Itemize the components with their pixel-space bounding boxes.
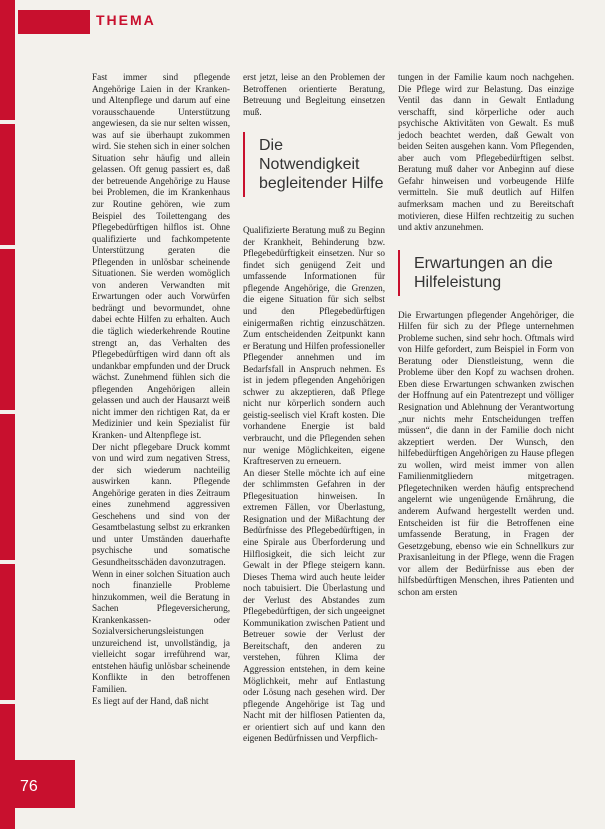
- strip-notch: [0, 560, 15, 564]
- strip-notch: [0, 120, 15, 124]
- strip-notch: [0, 410, 15, 414]
- paragraph: Wenn in einer solchen Situation auch noch finanzielle Probleme hinzukommen, weil die Beratung in Sachen Pflegeversicherung, Krankenkassen- oder Sozialversicherungsleistungen unzureichend ist, unvollständig, ja vielleicht sogar irreführend war, entstehen häufig unlösbar scheinende Konflikte in den betroffenen Familien.: [92, 568, 230, 694]
- section-color-mark: [18, 10, 90, 34]
- text-column-3: [398, 72, 574, 598]
- paragraph: Der nicht pflegebare Druck kommt von und wird zum negativen Stress, der sich wiederum nachteilig auswirken kann. Pflegende Angehörige geraten in dies Zeitraum eines zunehmend aggressiven Geschehens und sind von der Gesamtbelastung selbst zu erkranken und unter Umständen dauerhafte psychische und somatische Gesundheitsschäden davonzutragen.: [92, 441, 230, 567]
- paragraph: An dieser Stelle möchte ich auf eine der schlimmsten Gefahren in der Pflegesituation hinweisen. In extremen Fällen, vor Überlastung, Resignation und der Mißachtung der Bedürfnisse des Pflegebedürftigen, in eine Spirale aus Überforderung und Hilflosigkeit, die sich leicht zur Gewalt in der Pflege steigern kann. Dieses Thema wird auch heute leider noch tabuisiert. Die Überlastung und der Verlust des Abstandes zum Pflegebedürftigen, der sich ungeeignet Kommunikation zwischen Patient und Betreuer sowie der Verlust der Bereitschaft, den anderen zu verstehen, führen Klima der Aggression entstehen, in dem keine Möglichkeit, mehr auf Entlastung oder Lösung nach gesehen wird. Der pflegende Angehörige ist Tag und Nacht mit der hilflosen Patienten da, er orientiert sich auf und kann den eigenen Bedürfnissen und Verpflich-: [243, 467, 385, 744]
- strip-notch: [0, 700, 15, 704]
- subheading: Die Notwendigkeit begleitender Hilfe: [243, 132, 385, 197]
- text-column-1: [92, 72, 230, 707]
- text-column-2: [243, 72, 385, 745]
- strip-notch: [0, 245, 15, 249]
- subheading: Erwartungen an die Hilfeleistung: [398, 250, 574, 296]
- section-label: THEMA: [96, 12, 156, 28]
- page-number: 76: [20, 778, 38, 795]
- paragraph: tungen in der Familie kaum noch nachgehen. Die Pflege wird zur Belastung. Das einzige Ventil das dann in Gewalt Entladung verschafft, sind körperliche oder auch psychische Aktivitäten von Gewalt. Es muß jedoch beachtet werden, daß Gewalt von beiden Seiten ausgehen kann. Vom Pflegenden, aber auch vom Pflegebedürftigen selbst. Beratung muß daher vor Anbeginn auf diese Gefahr hinweisen und vorbeugende Hilfe vermitteln. Sie muß deutlich auf Hilfen aufmerksam machen und zu Bereitschaft motivieren, diese Hilfen rechtzeitig zu suchen und aktiv anzunehmen.: [398, 72, 574, 233]
- paragraph: Qualifizierte Beratung muß zu Beginn der Krankheit, Behinderung bzw. Pflegebedürftigkeit einsetzen. Nur so findet sich genügend Zeit und umfassende Informationen für pflegende Angehörige, die Grenzen, die eigene Situation für sich selbst und den Pflegebedürftigen einigermaßen richtig einzuschätzen. Zum entscheidenden Zeitpunkt kann er Beratung und Hilfen professioneller Pflegender annehmen und im Bedarfsfall in Anspruch nehmen. Es ist in jedem pflegenden Angehörigen schwer zu akzeptieren, daß Pflege nicht nur körperlich sondern auch geistig-seelisch viel Kraft kosten. Die vorhandene Energie ist bald verbraucht, und die Pflegenden sehen nur wenige Möglichkeiten, eigene Kraftreserven zu erneuern.: [243, 225, 385, 467]
- paragraph: Es liegt auf der Hand, daß nicht: [92, 695, 209, 706]
- paragraph: Fast immer sind pflegende Angehörige Laien in der Kranken- und Altenpflege und darum auf eine vorausschauende Unterstützung angewiesen, da sie nur selten wissen, was auf sie überhaupt zukommen wird. Sie stehen sich in einer solchen Situation sehr häufig und allein gelassen. Oft genug passiert es, daß der betreuende Angehörige zu Hause bei Problemen, die im Krankenhaus zur Routine gehören, wie zum Beispiel des Toilettengang des Pflegebedürftigen hilflos ist. Ohne qualifizierte und fachkompetente Unterstützung geraten die Pflegenden in unlösbar scheinende Situationen. Sie werden womöglich von anderen Verwandten mit Erwartungen oder auch Vorwürfen bedrängt und bevormundet, ohne dabei echte Hilfen zu erhalten. Auch die täglich wiederkehrende Routine strengt an, das Verhalten des Pflegebedürftigen wird dann oft als undankbar empfunden und der Druck wächst. Zunehmend fühlen sich die pflegenden Angehörigen allein gelassen und auch der Hausarzt weiß nicht immer den richtigen Rat, da er Medizinier und kein Spezialist für Kranken- und Altenpflege ist.: [92, 72, 230, 440]
- paragraph: erst jetzt, leise an den Problemen der Betroffenen orientierte Beratung, Betreuung und Begleitung einsetzen muß.: [243, 72, 385, 117]
- left-red-strip: [0, 0, 15, 829]
- paragraph: Die Erwartungen pflegender Angehöriger, die Hilfen für sich zu der Pflege unternehmen Probleme suchen, sind sehr hoch. Oftmals wird von Hilfe gefordert, zum Beispiel in Form von Beratung oder Dienstleistung, wenn die Probleme über den Kopf zu wachsen drohen. Eben diese Erwartungen schwanken zwischen der Hoffnung auf ein Patentrezept und völliger Resignation und Ablehnung der Verantwortung „nur nichts mehr Entscheidungen treffen müssen“, die dann in der Familie doch nicht akzeptiert werden. Der Wunsch, den hilfebedürftigen Angehörigen zu Hause pflegen zu wollen, wird meist immer von allen Familienmitgliedern mitgetragen. Pflegetechniken werden häufig entsprechend angelernt wie ungenügende Ernährung, die anderem Aufwand hergestellt werden und. Entscheiden ist für die Betroffenen eine umfassende Beratung, in Fragen der Gesetzgebung, ebenso wie ein Schnellkurs zur Praxisanleitung in der Pflege, wenn die Fragen vor allem der Bedürfnisse aus eben der hilfsbedürftigen Menschen, ihres Patienten und schon am ersten: [398, 309, 574, 597]
